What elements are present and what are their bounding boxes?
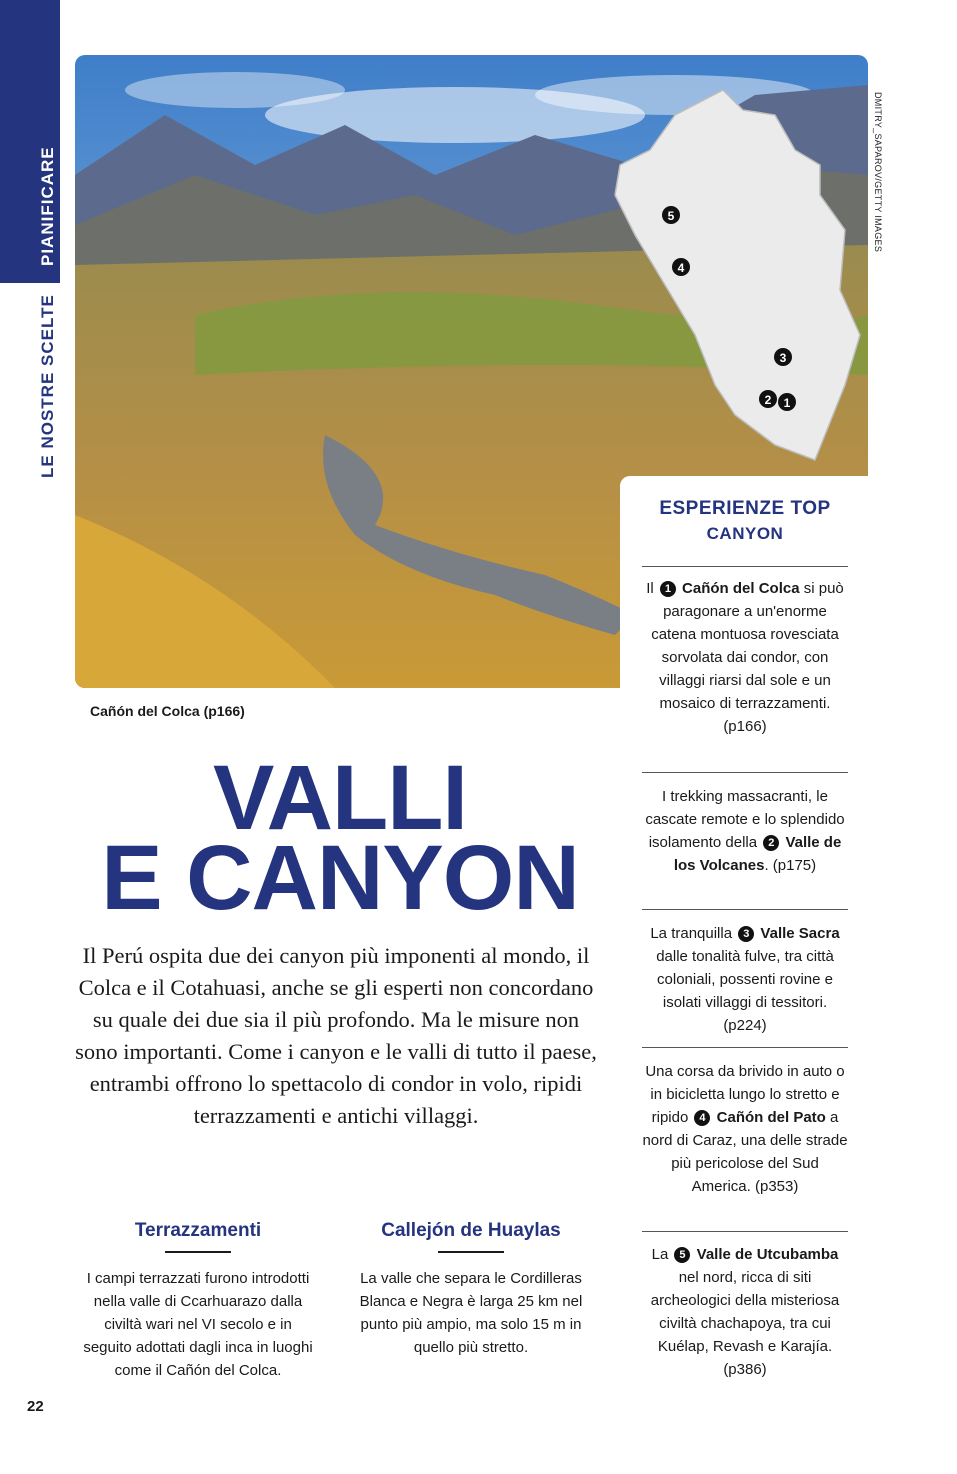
divider: [165, 1251, 231, 1253]
number-badge: 3: [738, 926, 754, 942]
entry-place: Valle Sacra: [760, 925, 840, 942]
map-marker-1: [778, 393, 796, 411]
entry-place: Valle de Utcubamba: [696, 1246, 839, 1263]
photo-credit: DMITRY_SAPAROV/GETTY IMAGES: [873, 92, 883, 253]
entry-text: Una corsa da brivido in auto o in bicicletta lungo lo stretto e ripido: [645, 1063, 845, 1126]
column-title: Terrazzamenti: [134, 1220, 262, 1241]
title-line-2: E CANYON: [101, 827, 579, 929]
list-item: [640, 1060, 850, 1198]
svg-text:1: 1: [783, 396, 791, 410]
subsection-label: LE NOSTRE SCELTE: [38, 294, 57, 478]
svg-text:3: 3: [779, 351, 787, 365]
divider: [642, 909, 848, 910]
divider: [642, 1231, 848, 1232]
number-badge: 1: [660, 581, 676, 597]
column-callejon: [351, 1220, 591, 1359]
map-marker-4: [672, 258, 690, 276]
box-title-line-2: CANYON: [706, 524, 784, 543]
entry-place: Valle de los Volcanes: [673, 834, 842, 874]
number-badge: 2: [763, 835, 779, 851]
entry-place: Cañón del Pato: [716, 1109, 826, 1126]
map-marker-5: [662, 206, 680, 224]
list-item: [640, 1243, 850, 1381]
svg-text:2: 2: [764, 393, 772, 407]
list-item: [640, 577, 850, 738]
number-badge: 4: [694, 1110, 710, 1126]
entry-text: Il: [646, 580, 654, 597]
entry-text: a nord di Caraz, una delle strade più pericolose del Sud America. (p353): [642, 1109, 848, 1195]
top-experiences-box: [620, 476, 870, 1436]
divider: [642, 772, 848, 773]
svg-text:5: 5: [667, 209, 675, 223]
svg-text:4: 4: [677, 261, 685, 275]
entry-text: La: [651, 1246, 669, 1263]
entry-text: si può paragonare a un'enorme catena montuosa rovesciata sorvolata dai condor, con villaggi riarsi dal sole e un mosaico di terrazzamenti. (p166): [651, 580, 844, 735]
divider: [642, 566, 848, 567]
lead-paragraph: Il Perú ospita due dei canyon più imponenti al mondo, il Colca e il Cotahuasi, anche se gli esperti non concordano su quale dei due sia il più profondo. Ma le misure non sono importanti. Come i canyon e le valli di tutto il paese, entrambi offrono lo spettacolo di condor in volo, ripidi terrazzamenti e antichi villaggi.: [75, 943, 597, 1128]
entry-text: . (p175): [764, 857, 817, 874]
page-title: [60, 747, 620, 929]
number-badge: 5: [674, 1247, 690, 1263]
entry-text: I trekking massacranti, le cascate remote e lo splendido isolamento della: [645, 788, 845, 851]
column-terrazzamenti: [78, 1220, 318, 1382]
entry-text: nel nord, ricca di siti archeologici della misteriosa civiltà chachapoya, tra cui Kuélap, Revash e Karajía. (p386): [650, 1269, 840, 1378]
entry-text: La tranquilla: [650, 925, 733, 942]
map-marker-3: [774, 348, 792, 366]
entry-text: dalle tonalità fulve, tra città coloniali, possenti rovine e isolati villaggi di tessitori. (p224): [656, 948, 834, 1034]
section-label: PIANIFICARE: [38, 146, 57, 266]
column-body: I campi terrazzati furono introdotti nella valle di Ccarhuarazo dalla civiltà wari nel VI secolo e in seguito adottati dagli inca in luoghi come il Cañón del Colca.: [83, 1270, 313, 1379]
box-title-line-1: ESPERIENZE TOP: [659, 498, 831, 519]
divider: [642, 1047, 848, 1048]
entry-place: Cañón del Colca: [682, 580, 800, 597]
title-line-1: VALLI: [213, 747, 467, 849]
photo-caption: Cañón del Colca (p166): [90, 703, 245, 719]
map-marker-2: [759, 390, 777, 408]
column-body: La valle che separa le Cordilleras Blanca e Negra è larga 25 km nel punto più ampio, ma solo 15 m in quello più stretto.: [359, 1270, 583, 1356]
column-title: Callejón de Huaylas: [381, 1220, 561, 1241]
list-item: [640, 785, 850, 877]
box-title: [620, 498, 870, 544]
divider: [438, 1251, 504, 1253]
page-number: 22: [27, 1398, 44, 1415]
list-item: [640, 922, 850, 1037]
